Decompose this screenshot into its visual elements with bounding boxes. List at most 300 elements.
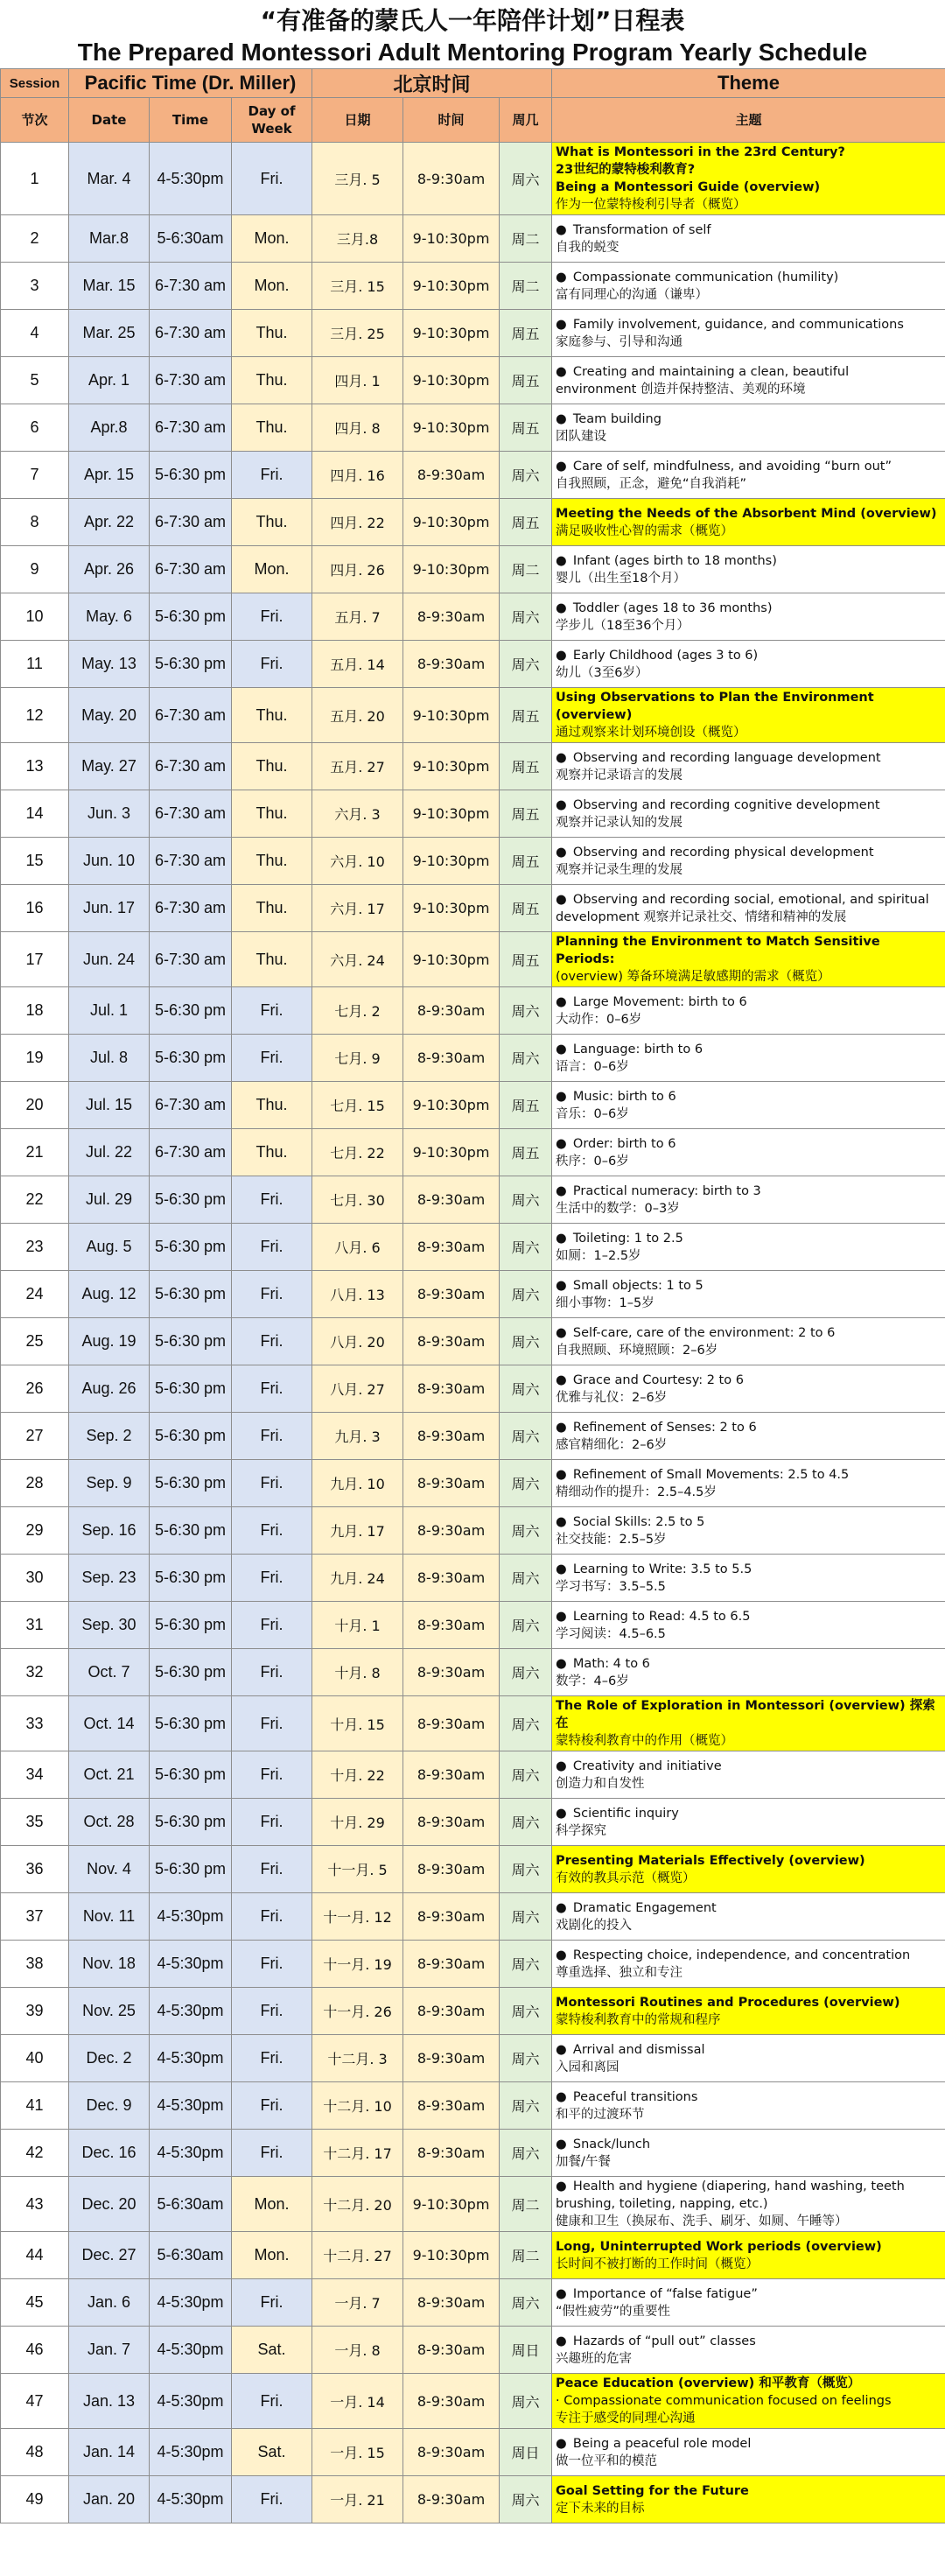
- beijing-date-cell: 八月. 13: [312, 1271, 403, 1318]
- theme-chinese: 观察并记录认知的发展: [556, 815, 683, 830]
- pacific-day-cell: Fri.: [232, 641, 312, 688]
- header-session: Session: [1, 69, 69, 98]
- beijing-weekday-cell: 周五: [500, 310, 552, 357]
- pacific-time-cell: 5-6:30am: [150, 215, 232, 263]
- session-number-cell: 27: [1, 1413, 69, 1460]
- beijing-time-cell: 8-9:30am: [403, 1318, 500, 1365]
- beijing-weekday-cell: 周六: [500, 593, 552, 641]
- beijing-weekday-cell: 周六: [500, 1035, 552, 1082]
- beijing-time-cell: 8-9:30am: [403, 1460, 500, 1507]
- theme-chinese: 如厕：1–2.5岁: [556, 1248, 641, 1263]
- table-row: [1, 1846, 945, 1893]
- theme-cell: [552, 1413, 945, 1460]
- session-number-cell: 5: [1, 357, 69, 404]
- beijing-weekday-cell: 周六: [500, 1271, 552, 1318]
- theme-cell: [552, 452, 945, 499]
- theme-cell: [552, 499, 945, 546]
- theme-cell: [552, 143, 945, 215]
- theme-chinese: 家庭参与、引导和沟通: [556, 334, 683, 349]
- theme-cell: [552, 215, 945, 263]
- pacific-time-cell: 4-5:30pm: [150, 1893, 232, 1941]
- title-chinese: “有准备的蒙氏人一年陪伴计划”日程表: [260, 6, 685, 35]
- beijing-weekday-cell: 周五: [500, 932, 552, 987]
- pacific-date-cell: Jan. 13: [69, 2374, 150, 2429]
- pacific-date-cell: Jul. 29: [69, 1176, 150, 1224]
- theme-english: ● Hazards of “pull out” classes: [556, 2334, 756, 2348]
- theme-cell: [552, 2232, 945, 2279]
- beijing-time-cell: 8-9:30am: [403, 1035, 500, 1082]
- pacific-date-cell: Apr. 1: [69, 357, 150, 404]
- session-number-cell: 35: [1, 1799, 69, 1846]
- theme-chinese: 蒙特梭利教育中的作用（概览）: [556, 1734, 734, 1748]
- theme-chinese: 精细动作的提升：2.5–4.5岁: [556, 1485, 717, 1499]
- beijing-time-cell: 8-9:30am: [403, 1649, 500, 1696]
- beijing-weekday-cell: 周六: [500, 987, 552, 1035]
- pacific-day-cell: Sat.: [232, 2327, 312, 2374]
- pacific-day-cell: Fri.: [232, 1751, 312, 1799]
- beijing-weekday-cell: 周二: [500, 546, 552, 593]
- session-number-cell: 49: [1, 2476, 69, 2523]
- beijing-weekday-cell: 周六: [500, 1176, 552, 1224]
- session-number-cell: 43: [1, 2177, 69, 2232]
- pacific-date-cell: Aug. 5: [69, 1224, 150, 1271]
- pacific-time-cell: 5-6:30am: [150, 2177, 232, 2232]
- beijing-time-cell: 8-9:30am: [403, 1224, 500, 1271]
- beijing-time-cell: 8-9:30am: [403, 1271, 500, 1318]
- theme-english: ● Grace and Courtesy: 2 to 6: [556, 1372, 744, 1387]
- session-number-cell: 4: [1, 310, 69, 357]
- pacific-date-cell: May. 20: [69, 688, 150, 743]
- beijing-time-cell: 8-9:30am: [403, 987, 500, 1035]
- pacific-day-cell: Fri.: [232, 2130, 312, 2177]
- pacific-time-cell: 6-7:30 am: [150, 838, 232, 885]
- session-number-cell: 47: [1, 2374, 69, 2429]
- pacific-day-cell: Fri.: [232, 1460, 312, 1507]
- pacific-date-cell: Oct. 14: [69, 1696, 150, 1751]
- theme-cell: [552, 1460, 945, 1507]
- beijing-time-cell: 9-10:30pm: [403, 499, 500, 546]
- session-number-cell: 8: [1, 499, 69, 546]
- table-row: [1, 215, 945, 263]
- theme-chinese: 创造力和自发性: [556, 1776, 645, 1791]
- beijing-date-cell: 六月. 10: [312, 838, 403, 885]
- pacific-date-cell: Aug. 19: [69, 1318, 150, 1365]
- beijing-time-cell: 8-9:30am: [403, 2327, 500, 2374]
- beijing-weekday-cell: 周六: [500, 2082, 552, 2130]
- beijing-time-cell: 8-9:30am: [403, 641, 500, 688]
- pacific-date-cell: Jul. 8: [69, 1035, 150, 1082]
- theme-english: ● Snack/lunch: [556, 2137, 651, 2151]
- theme-cell: [552, 263, 945, 310]
- session-number-cell: 38: [1, 1941, 69, 1988]
- session-number-cell: 46: [1, 2327, 69, 2374]
- beijing-time-cell: 8-9:30am: [403, 593, 500, 641]
- header-row-columns: [1, 98, 945, 143]
- beijing-date-cell: 十一月. 5: [312, 1846, 403, 1893]
- beijing-date-cell: 九月. 17: [312, 1507, 403, 1555]
- pacific-date-cell: Jul. 22: [69, 1129, 150, 1176]
- pacific-date-cell: Mar. 25: [69, 310, 150, 357]
- pacific-time-cell: 5-6:30 pm: [150, 1271, 232, 1318]
- pacific-day-cell: Thu.: [232, 838, 312, 885]
- beijing-time-cell: 8-9:30am: [403, 1893, 500, 1941]
- beijing-time-cell: 8-9:30am: [403, 1365, 500, 1413]
- pacific-date-cell: May. 27: [69, 743, 150, 790]
- session-number-cell: 14: [1, 790, 69, 838]
- pacific-time-cell: 6-7:30 am: [150, 263, 232, 310]
- beijing-date-cell: 一月. 8: [312, 2327, 403, 2374]
- pacific-date-cell: Nov. 18: [69, 1941, 150, 1988]
- pacific-time-cell: 5-6:30 pm: [150, 1507, 232, 1555]
- theme-cell: [552, 1129, 945, 1176]
- beijing-time-cell: 8-9:30am: [403, 1696, 500, 1751]
- theme-english: ● Health and hygiene (diapering, hand washing, teeth brushing, toileting, napping, etc.): [556, 2179, 905, 2211]
- theme-chinese: 观察并记录语言的发展: [556, 768, 683, 783]
- theme-english: ● Observing and recording cognitive development: [556, 797, 880, 812]
- theme-cell: [552, 546, 945, 593]
- beijing-time-cell: 8-9:30am: [403, 143, 500, 215]
- pacific-time-cell: 5-6:30 pm: [150, 987, 232, 1035]
- theme-chinese: 自我的蜕变: [556, 240, 620, 255]
- beijing-time-cell: 8-9:30am: [403, 1176, 500, 1224]
- pacific-day-cell: Thu.: [232, 310, 312, 357]
- beijing-date-cell: 四月. 8: [312, 404, 403, 452]
- beijing-weekday-cell: 周六: [500, 1846, 552, 1893]
- pacific-day-cell: Fri.: [232, 1799, 312, 1846]
- beijing-time-cell: 8-9:30am: [403, 1555, 500, 1602]
- theme-english: ● Creating and maintaining a clean, beautiful: [556, 364, 850, 379]
- session-number-cell: 33: [1, 1696, 69, 1751]
- table-row: [1, 1271, 945, 1318]
- pacific-date-cell: Sep. 2: [69, 1413, 150, 1460]
- beijing-date-cell: 十二月. 20: [312, 2177, 403, 2232]
- beijing-date-cell: 十二月. 10: [312, 2082, 403, 2130]
- pacific-day-cell: Fri.: [232, 1176, 312, 1224]
- table-row: [1, 2374, 945, 2429]
- pacific-date-cell: Sep. 9: [69, 1460, 150, 1507]
- session-number-cell: 23: [1, 1224, 69, 1271]
- table-row: [1, 1893, 945, 1941]
- session-number-cell: 12: [1, 688, 69, 743]
- table-row: [1, 2429, 945, 2476]
- theme-english: ● Order: birth to 6: [556, 1136, 676, 1151]
- theme-english: ● Toddler (ages 18 to 36 months): [556, 600, 773, 615]
- pacific-date-cell: Dec. 27: [69, 2232, 150, 2279]
- beijing-date-cell: 六月. 24: [312, 932, 403, 987]
- theme-chinese: 定下未来的目标: [556, 2501, 645, 2516]
- pacific-date-cell: Dec. 2: [69, 2035, 150, 2082]
- table-row: [1, 263, 945, 310]
- theme-english: Using Observations to Plan the Environment (overview): [556, 691, 874, 722]
- pacific-time-cell: 4-5:30pm: [150, 1988, 232, 2035]
- theme-chinese: 数学：4–6岁: [556, 1674, 629, 1688]
- col-date: Date: [69, 98, 150, 143]
- theme-english: Goal Setting for the Future: [556, 2483, 749, 2498]
- beijing-time-cell: 9-10:30pm: [403, 1129, 500, 1176]
- pacific-day-cell: Fri.: [232, 1602, 312, 1649]
- pacific-time-cell: 6-7:30 am: [150, 499, 232, 546]
- beijing-time-cell: 9-10:30pm: [403, 546, 500, 593]
- theme-english: ● Toileting: 1 to 2.5: [556, 1231, 683, 1246]
- beijing-time-cell: 8-9:30am: [403, 2374, 500, 2429]
- pacific-day-cell: Fri.: [232, 452, 312, 499]
- pacific-time-cell: 5-6:30 pm: [150, 593, 232, 641]
- table-row: [1, 1941, 945, 1988]
- theme-chinese: · Compassionate communication focused on feelings 专注于感受的同理心沟通: [556, 2394, 892, 2425]
- beijing-time-cell: 9-10:30pm: [403, 885, 500, 932]
- pacific-date-cell: Aug. 26: [69, 1365, 150, 1413]
- theme-cell: [552, 2279, 945, 2327]
- theme-english: ● Refinement of Senses: 2 to 6: [556, 1420, 757, 1435]
- pacific-date-cell: Nov. 11: [69, 1893, 150, 1941]
- pacific-day-cell: Mon.: [232, 263, 312, 310]
- beijing-weekday-cell: 周六: [500, 1507, 552, 1555]
- pacific-time-cell: 6-7:30 am: [150, 546, 232, 593]
- theme-english: The Role of Exploration in Montessori (overview) 探索在: [556, 1699, 935, 1730]
- pacific-day-cell: Fri.: [232, 2082, 312, 2130]
- theme-cell: [552, 1893, 945, 1941]
- schedule-title: [0, 0, 945, 68]
- theme-cell: [552, 1799, 945, 1846]
- beijing-time-cell: 9-10:30pm: [403, 357, 500, 404]
- table-row: [1, 2279, 945, 2327]
- theme-cell: [552, 2429, 945, 2476]
- theme-english: ● Infant (ages birth to 18 months): [556, 553, 777, 568]
- table-row: [1, 885, 945, 932]
- beijing-date-cell: 十一月. 19: [312, 1941, 403, 1988]
- beijing-date-cell: 四月. 26: [312, 546, 403, 593]
- beijing-weekday-cell: 周六: [500, 1555, 552, 1602]
- pacific-day-cell: Mon.: [232, 2232, 312, 2279]
- theme-chinese: 戏剧化的投入: [556, 1918, 633, 1933]
- pacific-date-cell: Jun. 17: [69, 885, 150, 932]
- pacific-date-cell: Dec. 20: [69, 2177, 150, 2232]
- pacific-time-cell: 5-6:30 pm: [150, 1555, 232, 1602]
- session-number-cell: 39: [1, 1988, 69, 2035]
- table-row: [1, 452, 945, 499]
- theme-cell: [552, 1649, 945, 1696]
- pacific-time-cell: 5-6:30 pm: [150, 1413, 232, 1460]
- session-number-cell: 16: [1, 885, 69, 932]
- pacific-date-cell: Oct. 7: [69, 1649, 150, 1696]
- table-row: [1, 2177, 945, 2232]
- theme-cell: [552, 641, 945, 688]
- header-beijing-time: 北京时间: [312, 69, 552, 98]
- pacific-day-cell: Fri.: [232, 1413, 312, 1460]
- theme-chinese: 做一位平和的模范: [556, 2453, 658, 2468]
- theme-english: ● Dramatic Engagement: [556, 1900, 717, 1915]
- beijing-weekday-cell: 周五: [500, 404, 552, 452]
- theme-chinese: environment 创造并保持整洁、美观的环境: [556, 382, 806, 397]
- beijing-date-cell: 七月. 22: [312, 1129, 403, 1176]
- beijing-weekday-cell: 周六: [500, 1602, 552, 1649]
- beijing-weekday-cell: 周六: [500, 2035, 552, 2082]
- pacific-time-cell: 5-6:30 pm: [150, 1696, 232, 1751]
- session-number-cell: 20: [1, 1082, 69, 1129]
- session-number-cell: 28: [1, 1460, 69, 1507]
- pacific-date-cell: Nov. 25: [69, 1988, 150, 2035]
- table-row: [1, 1555, 945, 1602]
- beijing-weekday-cell: 周六: [500, 1318, 552, 1365]
- theme-english: ● Learning to Read: 4.5 to 6.5: [556, 1609, 751, 1624]
- pacific-date-cell: Jul. 15: [69, 1082, 150, 1129]
- pacific-date-cell: Aug. 12: [69, 1271, 150, 1318]
- pacific-day-cell: Fri.: [232, 1941, 312, 1988]
- beijing-time-cell: 8-9:30am: [403, 2279, 500, 2327]
- theme-cell: [552, 1318, 945, 1365]
- pacific-time-cell: 4-5:30pm: [150, 2476, 232, 2523]
- table-row: [1, 143, 945, 215]
- theme-chinese: 婴儿（出生至18个月）: [556, 571, 686, 586]
- beijing-time-cell: 9-10:30pm: [403, 2232, 500, 2279]
- theme-cell: [552, 404, 945, 452]
- pacific-time-cell: 5-6:30 pm: [150, 1035, 232, 1082]
- pacific-day-cell: Fri.: [232, 1271, 312, 1318]
- pacific-time-cell: 4-5:30pm: [150, 2279, 232, 2327]
- theme-chinese: 秩序：0–6岁: [556, 1154, 629, 1169]
- col-beijing-time: 时间: [403, 98, 500, 143]
- pacific-time-cell: 4-5:30pm: [150, 2130, 232, 2177]
- table-row: [1, 546, 945, 593]
- beijing-date-cell: 八月. 20: [312, 1318, 403, 1365]
- pacific-date-cell: Apr.8: [69, 404, 150, 452]
- pacific-day-cell: Fri.: [232, 593, 312, 641]
- table-row: [1, 1460, 945, 1507]
- beijing-time-cell: 8-9:30am: [403, 1846, 500, 1893]
- beijing-weekday-cell: 周六: [500, 1751, 552, 1799]
- theme-chinese: 加餐/午餐: [556, 2154, 611, 2169]
- col-theme: 主题: [552, 98, 945, 143]
- pacific-date-cell: Apr. 26: [69, 546, 150, 593]
- table-row: [1, 2476, 945, 2523]
- pacific-time-cell: 6-7:30 am: [150, 404, 232, 452]
- table-row: [1, 310, 945, 357]
- table-row: [1, 932, 945, 987]
- theme-english: Presenting Materials Effectively (overview): [556, 1853, 865, 1868]
- beijing-weekday-cell: 周六: [500, 1696, 552, 1751]
- beijing-date-cell: 五月. 20: [312, 688, 403, 743]
- theme-cell: [552, 2476, 945, 2523]
- pacific-day-cell: Fri.: [232, 1846, 312, 1893]
- theme-chinese: 生活中的数学：0–3岁: [556, 1201, 680, 1216]
- theme-chinese: 有效的教具示范（概览）: [556, 1871, 696, 1885]
- beijing-time-cell: 8-9:30am: [403, 1413, 500, 1460]
- pacific-date-cell: Oct. 21: [69, 1751, 150, 1799]
- beijing-date-cell: 九月. 3: [312, 1413, 403, 1460]
- beijing-weekday-cell: 周六: [500, 1224, 552, 1271]
- theme-chinese: 长时间不被打断的工作时间（概览）: [556, 2257, 760, 2271]
- beijing-weekday-cell: 周五: [500, 743, 552, 790]
- beijing-time-cell: 9-10:30pm: [403, 790, 500, 838]
- theme-cell: [552, 1082, 945, 1129]
- schedule-table: [0, 68, 945, 2523]
- theme-cell: [552, 885, 945, 932]
- table-row: [1, 743, 945, 790]
- pacific-day-cell: Thu.: [232, 499, 312, 546]
- beijing-date-cell: 三月. 15: [312, 263, 403, 310]
- beijing-weekday-cell: 周六: [500, 2476, 552, 2523]
- beijing-time-cell: 9-10:30pm: [403, 215, 500, 263]
- beijing-weekday-cell: 周六: [500, 2374, 552, 2429]
- pacific-time-cell: 5-6:30am: [150, 2232, 232, 2279]
- table-row: [1, 2130, 945, 2177]
- pacific-day-cell: Thu.: [232, 743, 312, 790]
- pacific-date-cell: Jan. 20: [69, 2476, 150, 2523]
- theme-english: Peace Education (overview) 和平教育（概览）: [556, 2376, 861, 2390]
- beijing-weekday-cell: 周五: [500, 688, 552, 743]
- beijing-weekday-cell: 周六: [500, 1413, 552, 1460]
- pacific-time-cell: 5-6:30 pm: [150, 452, 232, 499]
- col-session-number: 节次: [1, 98, 69, 143]
- theme-cell: [552, 932, 945, 987]
- header-row-groups: [1, 69, 945, 98]
- theme-english: ● Arrival and dismissal: [556, 2042, 705, 2057]
- pacific-day-cell: Fri.: [232, 2476, 312, 2523]
- beijing-time-cell: 9-10:30pm: [403, 404, 500, 452]
- pacific-date-cell: Nov. 4: [69, 1846, 150, 1893]
- theme-cell: [552, 743, 945, 790]
- pacific-date-cell: Dec. 9: [69, 2082, 150, 2130]
- pacific-day-cell: Thu.: [232, 404, 312, 452]
- pacific-day-cell: Thu.: [232, 885, 312, 932]
- beijing-date-cell: 六月. 17: [312, 885, 403, 932]
- theme-english: ● Math: 4 to 6: [556, 1656, 650, 1671]
- session-number-cell: 32: [1, 1649, 69, 1696]
- beijing-time-cell: 9-10:30pm: [403, 310, 500, 357]
- beijing-weekday-cell: 周二: [500, 2232, 552, 2279]
- theme-english: ● Music: birth to 6: [556, 1089, 676, 1104]
- session-number-cell: 40: [1, 2035, 69, 2082]
- table-row: [1, 790, 945, 838]
- theme-english: ● Small objects: 1 to 5: [556, 1278, 704, 1293]
- theme-chinese: 和平的过渡环节: [556, 2107, 645, 2122]
- pacific-day-cell: Fri.: [232, 1318, 312, 1365]
- theme-english: ● Scientific inquiry: [556, 1806, 679, 1821]
- theme-cell: [552, 987, 945, 1035]
- theme-english: ● Creativity and initiative: [556, 1758, 722, 1773]
- theme-chinese: 入园和离园: [556, 2060, 620, 2074]
- pacific-day-cell: Mon.: [232, 2177, 312, 2232]
- beijing-time-cell: 8-9:30am: [403, 1507, 500, 1555]
- beijing-date-cell: 十月. 1: [312, 1602, 403, 1649]
- beijing-time-cell: 8-9:30am: [403, 452, 500, 499]
- table-row: [1, 1035, 945, 1082]
- theme-english: ● Family involvement, guidance, and communications: [556, 317, 904, 332]
- beijing-weekday-cell: 周六: [500, 1365, 552, 1413]
- pacific-date-cell: Apr. 22: [69, 499, 150, 546]
- table-row: [1, 1365, 945, 1413]
- beijing-date-cell: 九月. 24: [312, 1555, 403, 1602]
- beijing-weekday-cell: 周六: [500, 1460, 552, 1507]
- beijing-time-cell: 9-10:30pm: [403, 2177, 500, 2232]
- session-number-cell: 6: [1, 404, 69, 452]
- session-number-cell: 2: [1, 215, 69, 263]
- theme-english: ● Large Movement: birth to 6: [556, 994, 747, 1009]
- theme-cell: [552, 1696, 945, 1751]
- pacific-day-cell: Fri.: [232, 1696, 312, 1751]
- beijing-date-cell: 十一月. 26: [312, 1988, 403, 2035]
- pacific-date-cell: May. 6: [69, 593, 150, 641]
- session-number-cell: 3: [1, 263, 69, 310]
- pacific-date-cell: Sep. 16: [69, 1507, 150, 1555]
- theme-cell: [552, 1176, 945, 1224]
- table-row: [1, 1176, 945, 1224]
- pacific-day-cell: Fri.: [232, 987, 312, 1035]
- session-number-cell: 21: [1, 1129, 69, 1176]
- pacific-date-cell: Oct. 28: [69, 1799, 150, 1846]
- theme-chinese: 富有同理心的沟通（谦卑）: [556, 287, 709, 302]
- theme-cell: [552, 1941, 945, 1988]
